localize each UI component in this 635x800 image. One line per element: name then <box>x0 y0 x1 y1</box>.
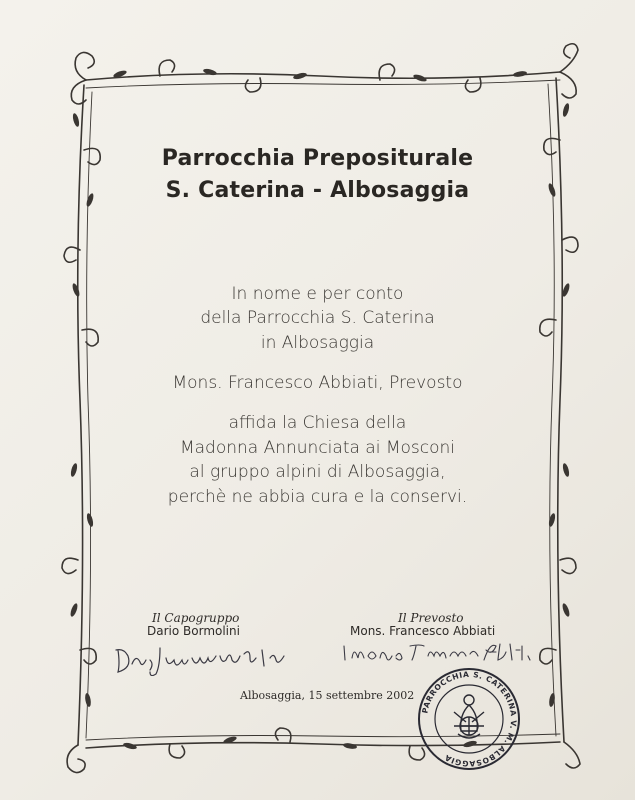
statement-line: affida la Chiesa della <box>228 413 407 433</box>
left-signature-title: Il Capogruppo <box>152 611 240 625</box>
statement-line: al gruppo alpini di Albosaggia, <box>189 462 446 482</box>
parish-subtitle: S. Caterina - Albosaggia <box>165 178 470 203</box>
svg-text:PARROCCHIA S. CATERINA V. M. A: PARROCCHIA S. CATERINA V. M. ALBOSAGGIA <box>420 669 519 769</box>
intro-line: in Albosaggia <box>260 333 375 353</box>
statement-line: perchè ne abbia cura e la conservi. <box>167 487 468 507</box>
right-signature-name: Mons. Francesco Abbiati <box>350 624 496 638</box>
handwritten-signature-right <box>338 636 542 666</box>
intro-line: della Parrocchia S. Caterina <box>200 308 435 328</box>
left-signature-name: Dario Bormolini <box>147 624 240 638</box>
right-signature-title: Il Prevosto <box>398 611 464 625</box>
place-date: Albosaggia, 15 settembre 2002 <box>240 689 415 702</box>
signatory-line: Mons. Francesco Abbiati, Prevosto <box>172 373 463 393</box>
statement-line: Madonna Annunciata ai Mosconi <box>179 438 456 458</box>
parish-title: Parrocchia Prepositurale <box>161 146 474 171</box>
intro-line: In nome e per conto <box>231 284 404 304</box>
handwritten-signature-left <box>112 636 302 676</box>
parish-seal <box>414 664 524 774</box>
